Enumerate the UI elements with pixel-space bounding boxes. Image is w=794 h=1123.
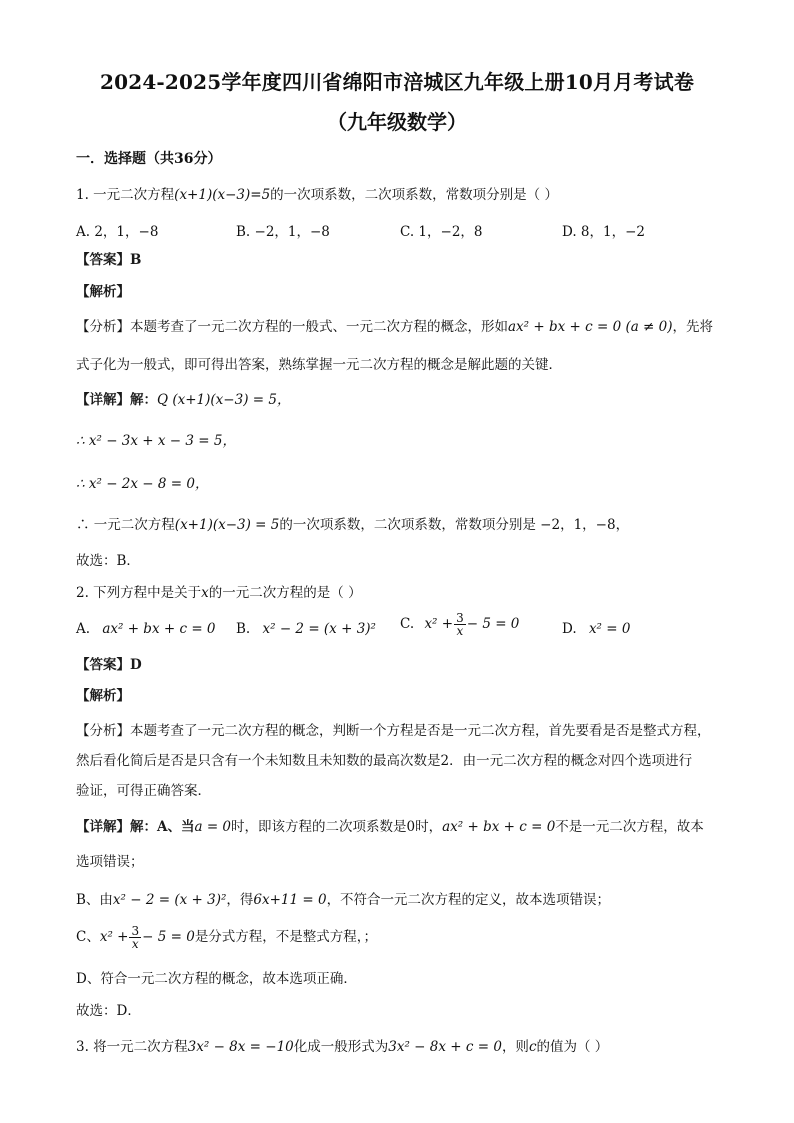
q1-fenxi-line1 <box>76 318 713 336</box>
q1-fenxi-line2: 式子化为一般式，即可得出答案，熟练掌握一元二次方程的概念是解此题的关键． <box>76 357 562 373</box>
q2-option-d-equation: x² = 0 <box>588 621 631 637</box>
q2-option-c-eq-part1: x² + <box>424 616 454 632</box>
q1-option-d: D. 8，1，−2 <box>562 224 646 240</box>
q2-option-c-label: C. <box>400 616 415 632</box>
q2-stem-variable: x <box>201 585 209 601</box>
q2-detail-b-text: ，得 <box>226 892 254 908</box>
q2-detail-line4 <box>76 925 377 950</box>
q1-detail-line <box>76 391 290 409</box>
q3-stem-prefix: 3. 将一元二次方程 <box>76 1039 188 1055</box>
q3-stem-suffix: 的值为（ ） <box>536 1039 609 1055</box>
q2-detail-b-equation: x² − 2 = (x + 3)² <box>112 892 227 908</box>
q1-option-c: C. 1，−2，8 <box>400 224 483 240</box>
exam-subtitle: （九年级数学） <box>327 110 467 134</box>
q2-option-a <box>76 621 216 637</box>
q1-fenxi-equation: ax² + bx + c = 0 (a ≠ 0) <box>508 319 673 335</box>
q2-detail-c-eq-part2: − 5 = 0 <box>142 929 195 945</box>
q1-fenxi-text: 【分析】本题考查了一元二次方程的一般式、一元二次方程的概念，形如 <box>76 319 508 335</box>
q3-stem-equation2: 3x² − 8x + c = 0 <box>388 1039 502 1055</box>
q2-detail-c-denominator: x <box>131 937 139 951</box>
q1-stem-equation: (x+1)(x−3)=5 <box>174 187 271 203</box>
q2-detail-tail: 不是一元二次方程，故本 <box>555 819 704 835</box>
q2-option-a-equation: ax² + bx + c = 0 <box>102 621 216 637</box>
q2-option-c-eq-part2: − 5 = 0 <box>466 616 520 632</box>
q1-step3-equation: (x+1)(x−3) = 5 <box>174 517 280 533</box>
q2-stem <box>76 584 362 602</box>
q2-detail-c-numerator: 3 <box>131 924 140 938</box>
q2-detail-b-prefix: B、由 <box>76 892 113 908</box>
q2-detail-line2: 选项错误； <box>76 854 144 870</box>
q1-step2: ∴ x² − 2x − 8 = 0， <box>76 476 209 492</box>
q1-step1: ∴ x² − 3x + x − 3 = 5， <box>76 433 236 449</box>
q1-detail-equation: Q (x+1)(x−3) = 5， <box>157 392 291 408</box>
q2-fenxi-line3: 验证，可得正确答案． <box>76 783 211 799</box>
q2-answer: 【答案】D <box>76 657 142 673</box>
q1-step3-suffix: 的一次项系数，二次项系数，常数项分别是 −2，1，−8， <box>279 517 630 533</box>
q2-detail-line1 <box>76 818 704 836</box>
q2-option-b <box>236 621 376 637</box>
q2-fenxi-line2: 然后看化简后是否是只含有一个未知数且未知数的最高次数是2．由一元二次方程的概念对四个选项进行 <box>76 753 693 769</box>
section-heading: 一．选择题（共36分） <box>76 151 222 167</box>
q2-option-a-label: A. <box>76 621 91 637</box>
q2-detail-equation: a = 0 <box>194 819 232 835</box>
q2-option-d-label: D. <box>562 621 577 637</box>
q2-detail-b-result: 6x+11 = 0 <box>253 892 327 908</box>
q1-stem <box>76 186 558 204</box>
q2-stem-suffix: 的一元二次方程的是（ ） <box>208 585 362 601</box>
q2-detail-b-tail: ，不符合一元二次方程的定义，故本选项错误； <box>326 892 611 908</box>
q2-detail-c-eq-part1: x² + <box>99 929 129 945</box>
q1-fenxi-tail: ，先将 <box>672 319 714 335</box>
q2-detail-line3 <box>76 891 610 909</box>
q2-detail-c-fraction <box>129 925 141 950</box>
q1-option-b: B. −2，1，−8 <box>236 224 330 240</box>
q2-option-c-fraction <box>454 612 466 637</box>
q2-fenxi-line1: 【分析】本题考查了一元二次方程的概念，判断一个方程是否是一元二次方程，首先要看是否是整式方程， <box>76 723 711 739</box>
q1-conclusion: 故选：B． <box>76 553 140 569</box>
q2-option-c <box>400 612 519 637</box>
q1-detail-label: 【详解】解： <box>76 392 157 408</box>
q3-stem <box>76 1038 608 1056</box>
q2-detail-c-prefix: C、 <box>76 929 100 945</box>
q2-detail-line5: D、符合一元二次方程的概念，故本选项正确． <box>76 971 357 987</box>
q2-option-c-denominator: x <box>456 624 464 638</box>
q2-option-b-label: B. <box>236 621 251 637</box>
q3-stem-variable: c <box>528 1039 537 1055</box>
q2-option-c-numerator: 3 <box>456 611 464 625</box>
q2-option-d <box>562 621 630 637</box>
q1-analysis-label: 【解析】 <box>76 284 130 300</box>
q2-conclusion: 故选：D． <box>76 1003 141 1019</box>
q2-detail-equation2: ax² + bx + c = 0 <box>442 819 556 835</box>
q2-detail-text: 时，即该方程的二次项系数是0时， <box>231 819 443 835</box>
q2-analysis-label: 【解析】 <box>76 688 130 704</box>
q1-step3-prefix: ∴ 一元二次方程 <box>76 517 175 533</box>
q2-stem-prefix: 2. 下列方程中是关于 <box>76 585 202 601</box>
q1-stem-prefix: 1. 一元二次方程 <box>76 187 175 203</box>
q3-stem-equation1: 3x² − 8x = −10 <box>187 1039 294 1055</box>
q3-stem-then: ，则 <box>501 1039 529 1055</box>
q1-stem-suffix: 的一次项系数，二次项系数，常数项分别是（ ） <box>270 187 558 203</box>
exam-title: 2024-2025学年度四川省绵阳市涪城区九年级上册10月月考试卷 <box>99 70 695 94</box>
q2-detail-label: 【详解】解：A、当 <box>76 819 195 835</box>
q1-step3 <box>76 516 629 534</box>
q2-option-b-equation: x² − 2 = (x + 3)² <box>262 621 376 637</box>
q2-detail-c-tail: 是分式方程，不是整式方程，； <box>194 929 378 945</box>
q1-option-a: A. 2，1，−8 <box>76 224 159 240</box>
q3-stem-middle: 化成一般形式为 <box>293 1039 389 1055</box>
q1-answer: 【答案】B <box>76 252 142 268</box>
